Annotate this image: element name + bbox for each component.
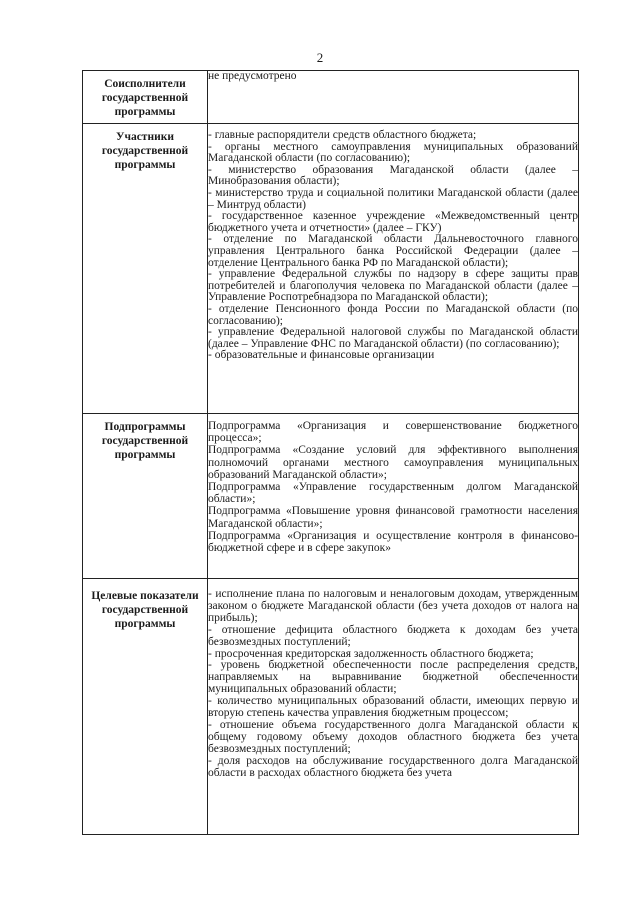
list-item: - отношение дефицита областного бюджета к доходам без учета безвозмездных поступлений; <box>208 623 578 648</box>
list-item: - отношение объема государственного долга Магаданской области к общему годовому объему доходов областного бюджета без учета безвозмездных поступлений; <box>208 718 578 755</box>
list-item: - органы местного самоуправления муниципальных образований Магаданской области (по согласованию); <box>208 140 578 165</box>
list-item: - управление Федеральной налоговой службы по Магаданской области (далее – Управление ФНС по Магаданской области) (по согласованию); <box>208 326 578 350</box>
table-row-target-indicators <box>83 579 579 835</box>
list-item: - отделение Пенсионного фонда России по Магаданской области (по согласованию); <box>208 302 578 327</box>
list-item: - уровень бюджетной обеспеченности после распределения средств, направляемых на выравнивание бюджетной обеспеченности муниципальных образований области; <box>208 659 578 696</box>
list-item: - доля расходов на обслуживание государственного долга Магаданской области в расходах областного бюджета без учета <box>208 754 578 779</box>
list-item: - главные распорядители средств областного бюджета; <box>208 129 477 141</box>
list-item: Подпрограмма «Организация и осуществление контроля в финансово-бюджетной сфере и в сфере закупок» <box>208 529 578 555</box>
row-content <box>208 414 579 579</box>
list-item: - просроченная кредиторская задолженность областного бюджета; <box>208 647 534 660</box>
list-item: - количество муниципальных образований области, имеющих первую и вторую степень качества управления бюджетным процессом; <box>208 695 578 720</box>
list-item: - образовательные и финансовые организации <box>208 349 435 362</box>
list-item: - исполнение плана по налоговым и неналоговым доходам, утвержденным законом о бюджете Магаданской области (без учета доходов от налога на прибыль); <box>208 588 578 624</box>
table-row-subprograms <box>83 414 579 579</box>
row-content <box>208 71 579 124</box>
list-item: Подпрограмма «Управление государственным долгом Магаданской области»; <box>208 481 578 506</box>
table-row-co-executors <box>83 71 579 124</box>
list-item: Подпрограмма «Повышение уровня финансовой грамотности населения Магаданской области»; <box>208 505 578 530</box>
row-label: Целевые показатели государственной программы <box>83 579 208 835</box>
table-row-participants <box>83 124 579 414</box>
row-label: Участники государственной программы <box>83 124 208 414</box>
row-content <box>208 124 579 414</box>
row-label: Подпрограммы государственной программы <box>83 414 208 579</box>
list-item: - министерство образования Магаданской области (далее – Минобразования области); <box>208 163 578 188</box>
list-item: - управление Федеральной службы по надзору в сфере защиты прав потребителей и благополучия человека по Магаданской области (далее – Управление Роспотребнадзора по Магаданской области); <box>208 268 578 304</box>
list-item: - государственное казенное учреждение «Межведомственный центр бюджетного учета и отчетности» (далее – ГКУ) <box>208 210 578 234</box>
row-label: Соисполнители государственной программы <box>83 71 208 124</box>
page-number: 2 <box>316 50 324 65</box>
list-item: не предусмотрено <box>208 70 297 82</box>
list-item: - министерство труда и социальной политики Магаданской области (далее – Минтруд области) <box>208 186 578 211</box>
program-passport-table <box>82 70 579 835</box>
list-item: Подпрограмма «Создание условий для эффективного выполнения полномочий органами местного самоуправления муниципальных образований Магаданской области»; <box>208 444 578 481</box>
list-item: Подпрограмма «Организация и совершенствование бюджетного процесса»; <box>208 420 578 445</box>
row-content <box>208 579 579 835</box>
list-item: - отделение по Магаданской области Дальневосточного главного управления Центрального банка Российской Федерации (далее – отделение Центрального банка РФ по Магаданской области); <box>208 233 578 269</box>
